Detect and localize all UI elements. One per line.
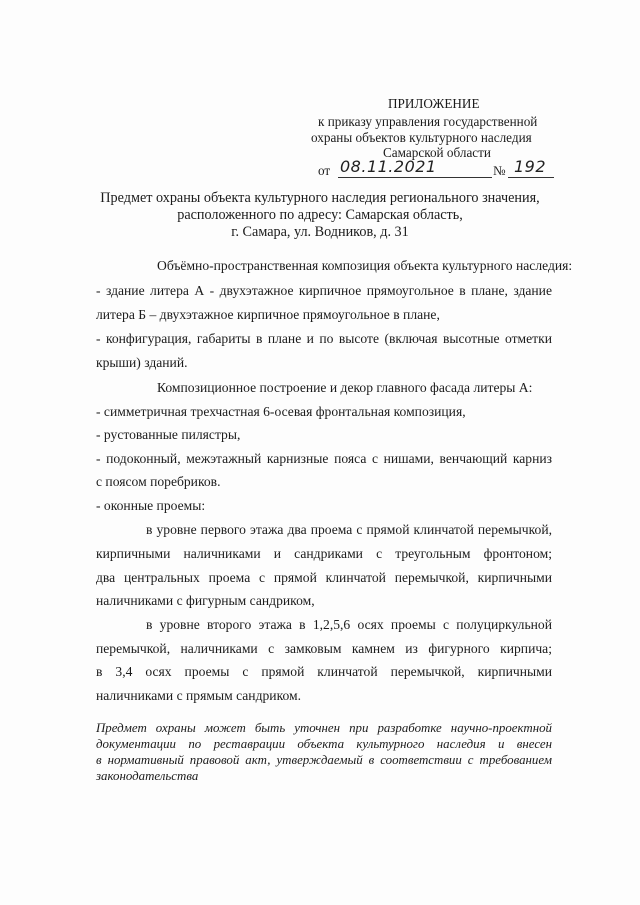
section-heading-volume: Объёмно-пространственная композиция объекта культурного наследия:	[157, 258, 573, 273]
note-line: законодательства	[96, 769, 199, 783]
paragraph-line: в 3,4 осях проемы с прямой клинчатой перемычкой, кирпичными	[96, 664, 552, 679]
list-item: - подоконный, межэтажный карнизные пояса с нишами, венчающий карниз	[96, 451, 552, 466]
paragraph-line: наличниками с прямым сандриком.	[96, 688, 302, 703]
appendix-line-3: Самарской области	[383, 145, 491, 160]
date-prefix: от	[318, 163, 331, 178]
note-line: в нормативный правовой акт, утверждаемый в соответствии с требованием	[96, 753, 552, 767]
appendix-line-1: к приказу управления государственной	[318, 114, 538, 129]
subject-line-2: расположенного по адресу: Самарская область,	[177, 207, 463, 223]
handwritten-date: 08.11.2021	[340, 157, 437, 176]
subject-line-1: Предмет охраны объекта культурного наследия регионального значения,	[100, 190, 540, 206]
list-item: - рустованные пилястры,	[96, 427, 241, 442]
paragraph-line: кирпичными наличниками и сандриками с треугольным фронтоном;	[96, 546, 552, 561]
list-item: - здание литера А - двухэтажное кирпичное прямоугольное в плане, здание	[96, 283, 552, 298]
appendix-title: ПРИЛОЖЕНИЕ	[388, 96, 480, 111]
list-item: - конфигурация, габариты в плане и по высоте (включая высотные отметки	[96, 331, 552, 346]
appendix-line-2: охраны объектов культурного наследия	[311, 130, 532, 145]
list-item-continuation: с поясом поребриков.	[96, 474, 221, 489]
date-underline	[338, 177, 492, 178]
date-number-row	[318, 157, 558, 179]
note-line: документации по реставрации объекта культурного наследия и внесен	[96, 737, 552, 751]
number-prefix: №	[493, 163, 506, 178]
subject-line-3: г. Самара, ул. Водников, д. 31	[231, 224, 409, 240]
paragraph-line: в уровне второго этажа в 1,2,5,6 осях проемы с полуциркульной	[146, 617, 552, 632]
handwritten-number: 192	[514, 157, 547, 176]
section-heading-facade: Композиционное построение и декор главного фасада литеры А:	[157, 380, 533, 395]
list-item-continuation: крыши) зданий.	[96, 355, 188, 370]
list-item-continuation: литера Б – двухэтажное кирпичное прямоугольное в плане,	[96, 307, 440, 322]
paragraph-line: в уровне первого этажа два проема с прямой клинчатой перемычкой,	[146, 522, 552, 537]
paragraph-line: наличниками с фигурным сандриком,	[96, 593, 315, 608]
number-underline	[508, 177, 554, 178]
list-item: - оконные проемы:	[96, 498, 206, 513]
list-item: - симметричная трехчастная 6-осевая фронтальная композиция,	[96, 404, 466, 419]
paragraph-line: два центральных проема с прямой клинчатой перемычкой, кирпичными	[96, 570, 552, 585]
note-line: Предмет охраны может быть уточнен при разработке научно-проектной	[96, 721, 552, 735]
paragraph-line: перемычкой, наличниками с замковым камнем из фигурного кирпича;	[96, 641, 552, 656]
